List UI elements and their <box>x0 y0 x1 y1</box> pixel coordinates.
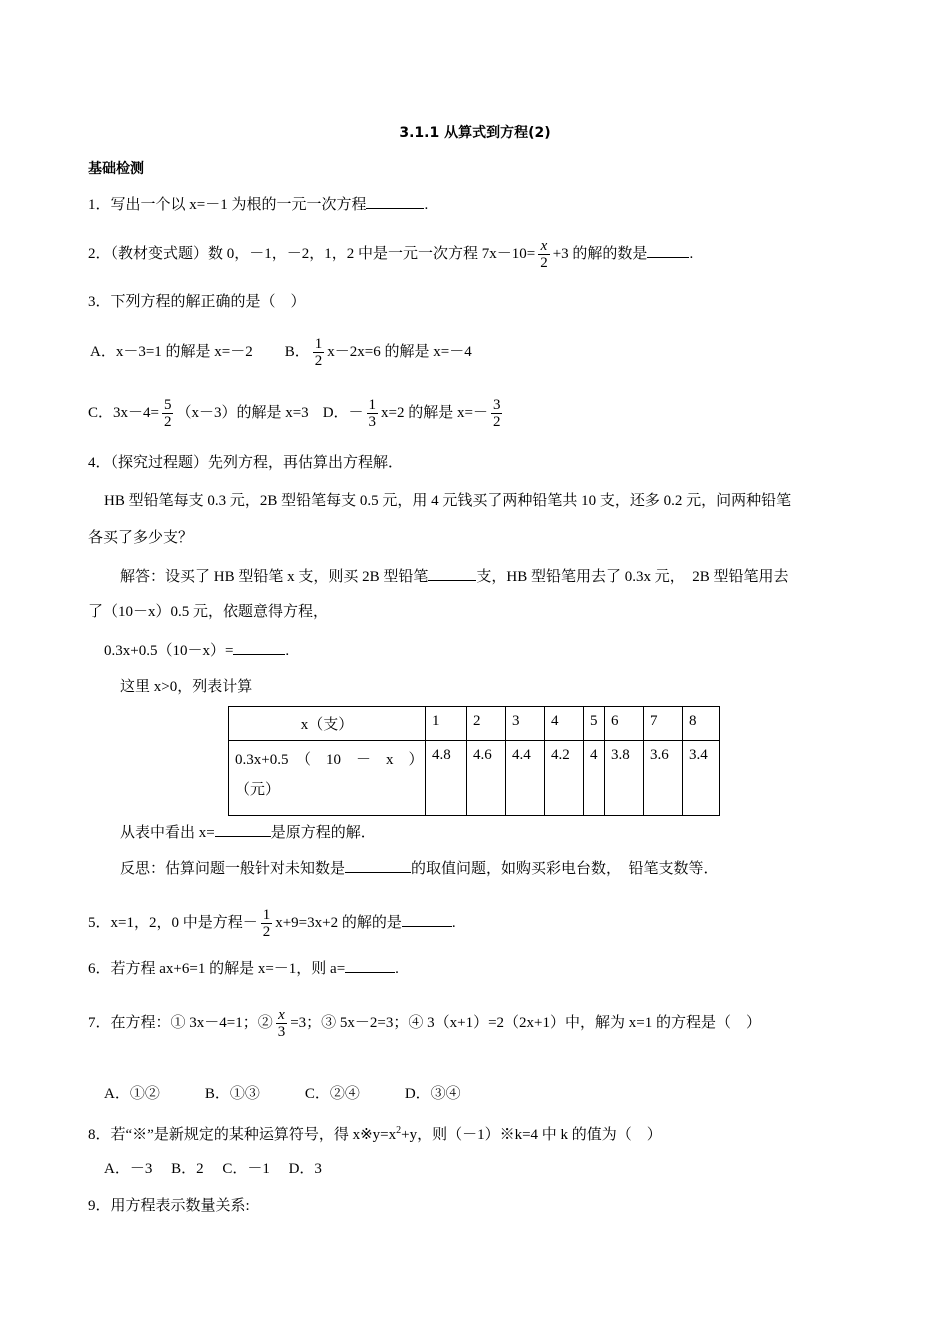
fraction <box>491 397 503 430</box>
question-5 <box>88 907 456 940</box>
question-3-options-cd <box>88 397 505 430</box>
option-b-text: x－2x=6 的解是 x=－4 <box>327 343 472 360</box>
q8-text: 8．若“※”是新规定的某种运算符号，得 x※y=x <box>88 1127 397 1143</box>
option-a: A．x－3=1 的解是 x=－2 <box>90 343 253 360</box>
table-cell: 3.4 <box>683 741 720 816</box>
q5-text-before: 5．x=1，2，0 中是方程－ <box>88 914 258 931</box>
conclusion-text: 是原方程的解． <box>270 825 376 841</box>
answer-blank <box>428 566 476 581</box>
conclusion-text: 从表中看出 x= <box>120 825 215 841</box>
table-cell: 7 <box>644 707 683 741</box>
table-cell: 3.8 <box>605 741 644 816</box>
superscript: 2 <box>396 1125 402 1136</box>
table-conclusion <box>120 822 376 843</box>
table-cell: 4.8 <box>426 741 467 816</box>
table-cell: 4.2 <box>545 741 584 816</box>
fraction-denominator: 2 <box>540 255 548 271</box>
question-4-solution-line2: 了（10－x）0.5 元，依题意得方程， <box>88 604 329 620</box>
q2-end: . <box>689 245 694 262</box>
table-intro: 这里 x>0，列表计算 <box>120 679 253 695</box>
question-4-stem: 4．（探究过程题）先列方程，再估算出方程解． <box>88 455 404 471</box>
question-6 <box>88 958 399 979</box>
table-cell: 3 <box>506 707 545 741</box>
q2-text-after: +3 的解的数是 <box>552 245 648 262</box>
option-c-prefix: C．3x－4= <box>88 404 159 421</box>
fraction-denominator: 2 <box>163 414 172 430</box>
question-8 <box>88 1121 662 1145</box>
question-7 <box>88 1007 761 1040</box>
table-cell: 4.4 <box>506 741 545 816</box>
table-cell: 5 <box>584 707 605 741</box>
table-cell: 1 <box>426 707 467 741</box>
q2-text-before: 2．（教材变式题）数 0，－1，－2，1，2 中是一元一次方程 7x－10= <box>88 245 536 262</box>
fraction-numerator: 1 <box>314 336 323 352</box>
q8-text: +y，则（－1）※k=4 中 k 的值为（ ） <box>401 1127 662 1143</box>
question-4-problem-line2: 各买了多少支？ <box>88 530 194 546</box>
question-4-equation <box>104 640 289 661</box>
fraction-denominator: 3 <box>277 1024 286 1040</box>
option-d-prefix: D．－ <box>322 404 364 421</box>
table-row-label: 0.3x+0.5 （ 10 － x ）（元） <box>229 741 426 816</box>
fraction-numerator: x <box>540 238 548 254</box>
table-cell: 8 <box>683 707 720 741</box>
page-title: 3.1.1 从算式到方程(2) <box>399 125 551 141</box>
table-cell: 4.6 <box>467 741 506 816</box>
reflection-text: 反思：估算问题一般针对未知数是 <box>120 861 346 877</box>
answer-blank <box>402 912 452 927</box>
answer-blank <box>366 194 424 209</box>
fraction-numerator: 3 <box>492 397 501 413</box>
question-8-options: A．－3 B．2 C．－1 D．3 <box>104 1161 322 1177</box>
equation-text: 0.3x+0.5（10－x）= <box>104 643 234 659</box>
fraction <box>276 1007 288 1040</box>
table-cell: 3.6 <box>644 741 683 816</box>
fraction-numerator: 1 <box>262 907 271 923</box>
fraction <box>162 397 174 430</box>
question-7-options: A．①② B．①③ C．②④ D．③④ <box>104 1086 461 1102</box>
fraction-denominator: 2 <box>492 414 501 430</box>
section-heading: 基础检测 <box>88 161 144 177</box>
estimation-table <box>228 706 720 816</box>
solution-text: 支，HB 型铅笔用去了 0.3x 元， 2B 型铅笔用去 <box>476 569 789 585</box>
q5-text-after: x+9=3x+2 的解的是 <box>275 914 402 931</box>
q5-end: . <box>451 914 456 931</box>
table-cell: 4 <box>545 707 584 741</box>
table-row <box>229 741 720 816</box>
fraction <box>367 397 379 430</box>
fraction-denominator: 2 <box>314 353 323 369</box>
q1-end: . <box>424 197 429 213</box>
answer-blank <box>647 243 689 258</box>
answer-blank <box>345 958 395 973</box>
table-row <box>229 707 720 741</box>
fraction-numerator: x <box>278 1007 285 1023</box>
table-cell: 6 <box>605 707 644 741</box>
fraction-denominator: 3 <box>368 414 377 430</box>
q7-text-before: 7．在方程：① 3x－4=1；② <box>88 1014 273 1031</box>
question-9: 9．用方程表示数量关系: <box>88 1198 250 1214</box>
fraction <box>261 907 273 940</box>
q6-text: 6．若方程 ax+6=1 的解是 x=－1，则 a= <box>88 961 346 977</box>
answer-blank <box>215 822 271 837</box>
fraction <box>538 238 550 271</box>
solution-text: 解答：设买了 HB 型铅笔 x 支，则买 2B 型铅笔 <box>120 569 429 585</box>
question-4-problem-line1: HB 型铅笔每支 0.3 元，2B 型铅笔每支 0.5 元，用 4 元钱买了两种铅笔共 10 支，还多 0.2 元，问两种铅笔 <box>104 493 792 509</box>
q1-text: 1．写出一个以 x=－1 为根的一元一次方程 <box>88 197 367 213</box>
fraction-denominator: 2 <box>262 924 271 940</box>
q6-end: . <box>395 961 399 977</box>
fraction-numerator: 1 <box>368 397 377 413</box>
fraction <box>313 336 325 369</box>
option-d-text: x=2 的解是 x=－ <box>381 404 488 421</box>
option-c-text: （x－3）的解是 x=3 <box>176 404 309 421</box>
answer-blank <box>345 858 411 873</box>
table-cell: 2 <box>467 707 506 741</box>
question-1 <box>88 194 428 215</box>
answer-blank <box>233 640 285 655</box>
question-2 <box>88 238 693 271</box>
table-header-label: x（支） <box>229 707 426 741</box>
table-cell: 4 <box>584 741 605 816</box>
question-3-stem: 3．下列方程的解正确的是（ ） <box>88 294 306 310</box>
question-3-options-ab <box>90 336 472 369</box>
reflection <box>120 858 719 879</box>
fraction-numerator: 5 <box>163 397 172 413</box>
q7-text-after: =3；③ 5x－2=3；④ 3（x+1）=2（2x+1）中，解为 x=1 的方程是（ ） <box>290 1014 761 1031</box>
option-b-prefix: B． <box>284 343 310 360</box>
reflection-text: 的取值问题，如购买彩电台数， 铅笔支数等． <box>411 861 719 877</box>
equation-end: . <box>285 643 290 659</box>
question-4-solution-line1 <box>120 566 788 587</box>
